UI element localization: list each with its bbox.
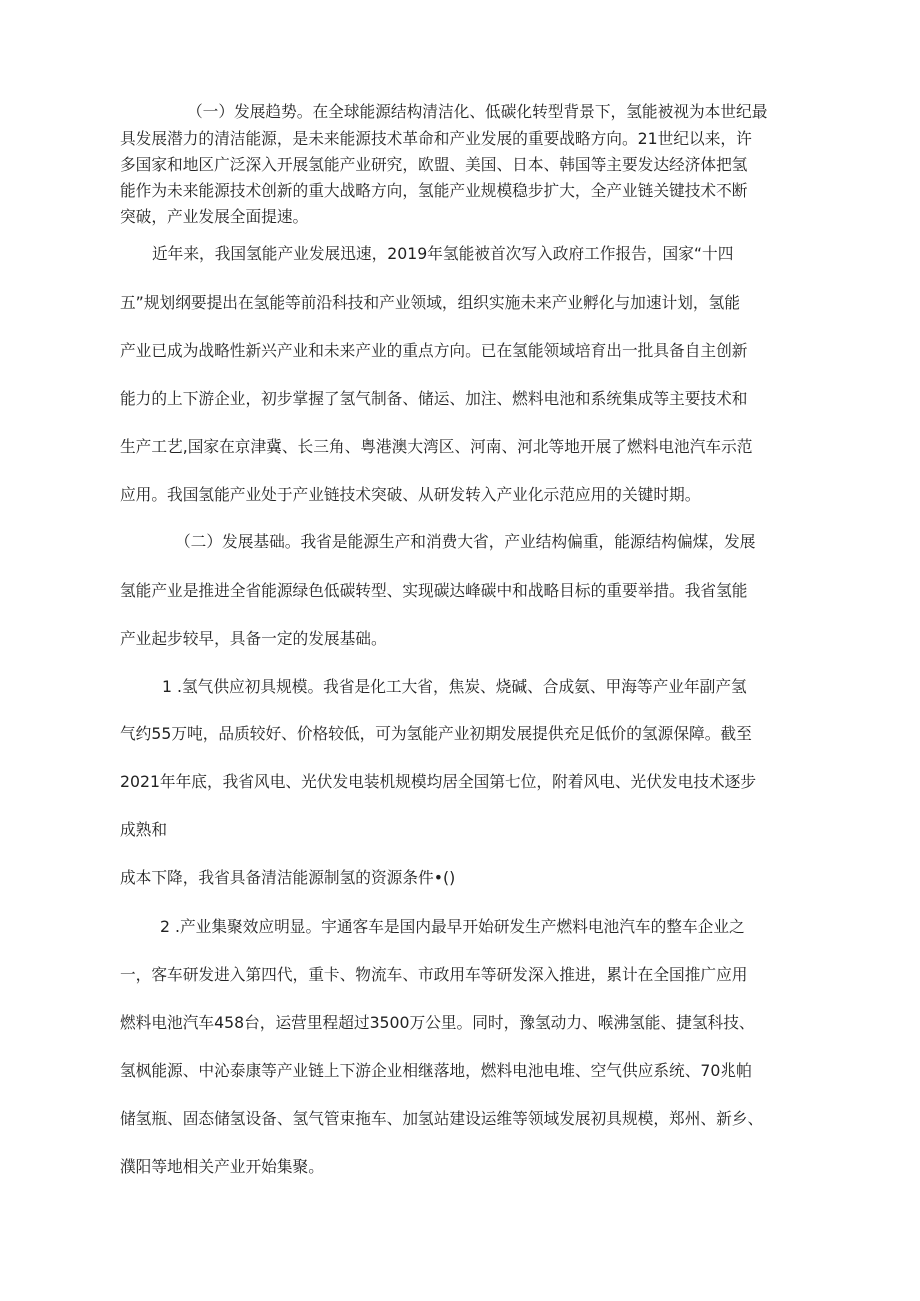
paragraph-line: 气约55万吨，品质较好、价格较低，可为氢能产业初期发展提供充足低价的氢源保障。截至 bbox=[120, 724, 752, 743]
paragraph-line: 一，客车研发进入第四代，重卡、物流车、市政用车等研发深入推进，累计在全国推广应用 bbox=[120, 965, 748, 984]
paragraph-line: 燃料电池汽车458台，运营里程超过3500万公里。同时，豫氢动力、喉沸氢能、捷氢科技、 bbox=[120, 1013, 755, 1032]
paragraph-line: 产业已成为战略性新兴产业和未来产业的重点方向。已在氢能领域培育出一批具备自主创新 bbox=[120, 341, 748, 360]
paragraph-line: 氢能产业是推进全省能源绿色低碳转型、实现碳达峰碳中和战略目标的重要举措。我省氢能 bbox=[120, 581, 748, 600]
paragraph-line: 2 .产业集聚效应明显。宇通客车是国内最早开始研发生产燃料电池汽车的整车企业之 bbox=[160, 917, 745, 936]
paragraph-line: 能作为未来能源技术创新的重大战略方向，氢能产业规模稳步扩大，全产业链关键技术不断 bbox=[120, 181, 748, 200]
paragraph-line: 具发展潜力的清洁能源，是未来能源技术革命和产业发展的重要战略方向。21世纪以来，许 bbox=[120, 129, 752, 148]
paragraph-line: 五”规划纲要提出在氢能等前沿科技和产业领域，组织实施未来产业孵化与加速计划，氢能 bbox=[120, 293, 740, 312]
paragraph-line: （二）发展基础。我省是能源生产和消费大省，产业结构偏重，能源结构偏煤，发展 bbox=[175, 532, 756, 551]
paragraph-line: 成本下降，我省具备清洁能源制氢的资源条件•() bbox=[120, 868, 456, 887]
paragraph-line: 1 .氢气供应初具规模。我省是化工大省，焦炭、烧碱、合成氨、甲海等产业年副产氢 bbox=[162, 677, 747, 696]
paragraph-line: 濮阳等地相关产业开始集聚。 bbox=[120, 1157, 324, 1176]
paragraph-line: 氢枫能源、中沁泰康等产业链上下游企业相继落地，燃料电池电堆、空气供应系统、70兆帕 bbox=[120, 1061, 752, 1080]
paragraph-line: 突破，产业发展全面提速。 bbox=[120, 207, 309, 226]
paragraph-line: （一）发展趋势。在全球能源结构清洁化、低碳化转型背景下，氢能被视为本世纪最 bbox=[187, 102, 768, 121]
paragraph-line: 多国家和地区广泛深入开展氢能产业研究，欧盟、美国、日本、韩国等主要发达经济体把氢 bbox=[120, 155, 748, 174]
paragraph-line: 生产工艺,国家在京津冀、长三角、粤港澳大湾区、河南、河北等地开展了燃料电池汽车示范 bbox=[120, 437, 753, 456]
paragraph-line: 成熟和 bbox=[120, 820, 168, 839]
paragraph-line: 2021年年底，我省风电、光伏发电装机规模均居全国第七位，附着风电、光伏发电技术逐步 bbox=[120, 772, 757, 791]
paragraph-line: 应用。我国氢能产业处于产业链技术突破、从研发转入产业化示范应用的关键时期。 bbox=[120, 485, 701, 504]
paragraph-line: 产业起步较早，具备一定的发展基础。 bbox=[120, 629, 387, 648]
paragraph-line: 能力的上下游企业，初步掌握了氢气制备、储运、加注、燃料电池和系统集成等主要技术和 bbox=[120, 389, 748, 408]
paragraph-line: 储氢瓶、固态储氢设备、氢气管束拖车、加氢站建设运维等领域发展初具规模，郑州、新乡、 bbox=[120, 1109, 764, 1128]
paragraph-line: 近年来，我国氢能产业发展迅速，2019年氢能被首次写入政府工作报告，国家“十四 bbox=[152, 244, 734, 263]
